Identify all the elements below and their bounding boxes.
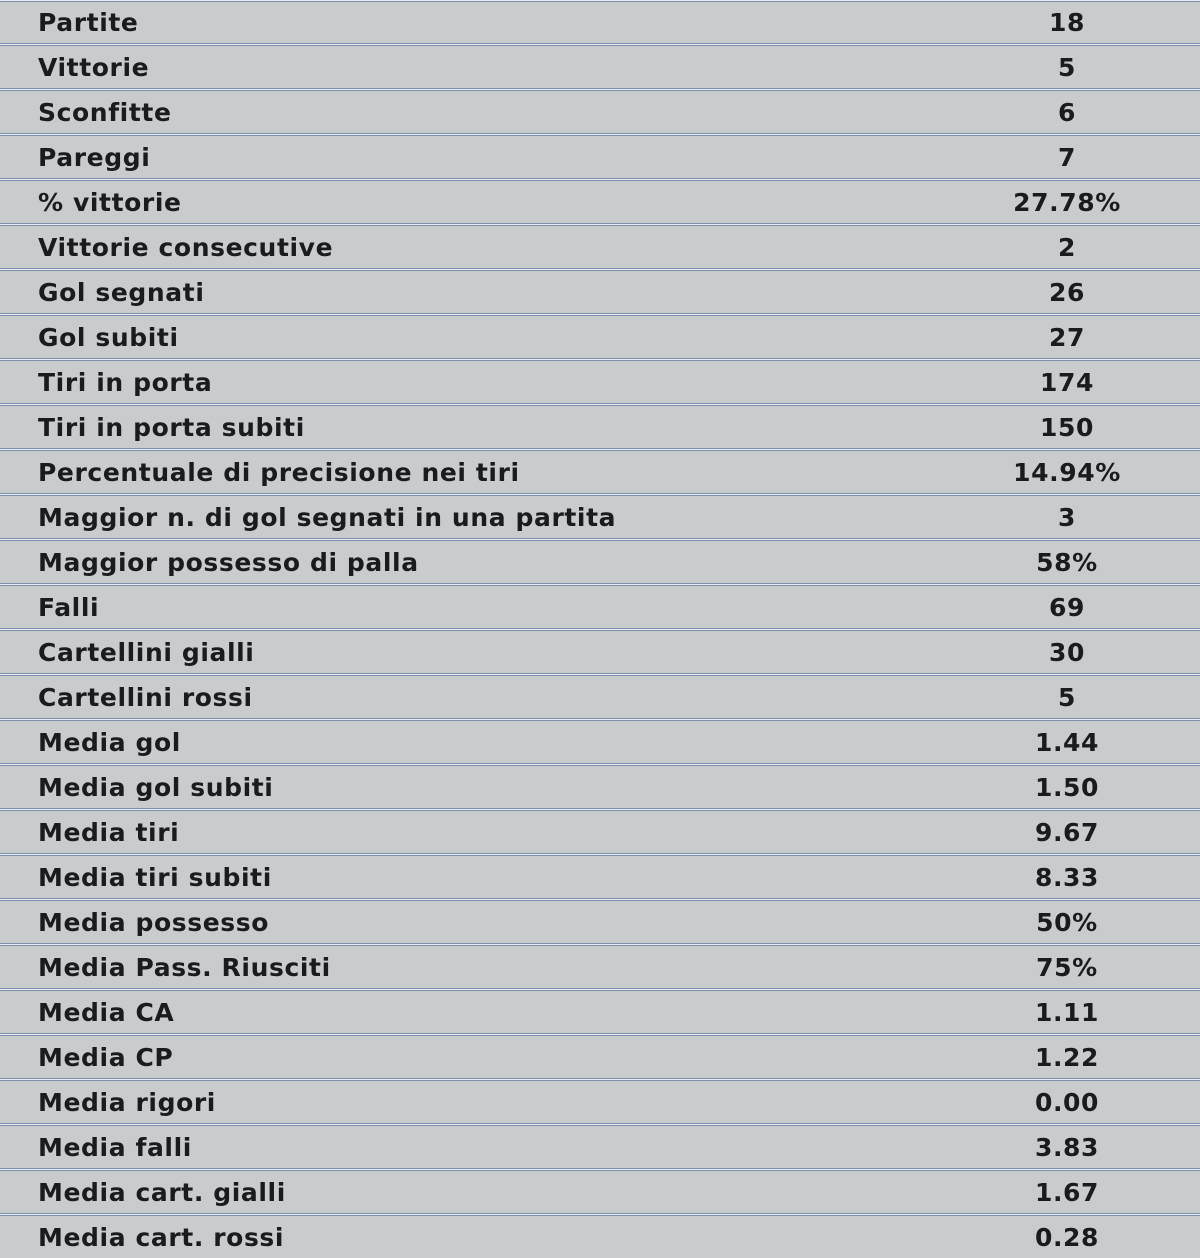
- stat-row: [0, 541, 1200, 583]
- stat-row: [0, 316, 1200, 358]
- stat-row: [0, 46, 1200, 88]
- stat-value: 2: [1058, 232, 1076, 262]
- stat-label: Media Pass. Riusciti: [38, 952, 331, 982]
- stat-value: 1.22: [1034, 1042, 1100, 1072]
- stat-row: [0, 901, 1200, 943]
- stat-value: 27: [1049, 322, 1085, 352]
- stat-value: 150: [1040, 412, 1094, 442]
- stat-label: Media possesso: [38, 907, 269, 937]
- stat-value: 6: [1058, 97, 1076, 127]
- stat-label: Pareggi: [38, 142, 151, 172]
- stat-label: Falli: [38, 592, 100, 622]
- stat-row: [0, 631, 1200, 673]
- stat-value: 3.83: [1034, 1132, 1100, 1162]
- stat-label: Cartellini rossi: [38, 682, 253, 712]
- stat-label: Maggior n. di gol segnati in una partita: [38, 502, 617, 532]
- stat-label: Tiri in porta subiti: [38, 412, 305, 442]
- stat-row: [0, 1036, 1200, 1078]
- stat-label: Media rigori: [38, 1087, 216, 1117]
- stat-row: [0, 496, 1200, 538]
- stat-value: 174: [1040, 367, 1094, 397]
- stat-value: 50%: [1036, 907, 1098, 937]
- stat-value: 7: [1058, 142, 1076, 172]
- stat-label: Maggior possesso di palla: [38, 547, 419, 577]
- stat-value: 26: [1049, 277, 1085, 307]
- stat-label: Media CP: [38, 1042, 174, 1072]
- stat-label: Vittorie: [38, 52, 150, 82]
- stat-row: [0, 991, 1200, 1033]
- stat-label: Media CA: [38, 997, 175, 1027]
- stat-row: [0, 586, 1200, 628]
- stat-row: [0, 406, 1200, 448]
- stat-label: Tiri in porta: [38, 367, 213, 397]
- stat-row: [0, 1126, 1200, 1168]
- stat-label: Sconfitte: [38, 97, 172, 127]
- stat-value: 1.11: [1034, 997, 1100, 1027]
- stat-label: Media gol subiti: [38, 772, 274, 802]
- stat-value: 5: [1058, 52, 1076, 82]
- stat-label: Partite: [38, 7, 139, 37]
- stat-value: 0.00: [1034, 1087, 1100, 1117]
- stat-label: Percentuale di precisione nei tiri: [38, 457, 520, 487]
- stat-value: 18: [1049, 7, 1085, 37]
- stat-row: [0, 271, 1200, 313]
- stat-label: Vittorie consecutive: [38, 232, 334, 262]
- stat-value: 9.67: [1034, 817, 1100, 847]
- stat-value: 8.33: [1034, 862, 1100, 892]
- stat-row: [0, 1216, 1200, 1258]
- stat-value: 3: [1058, 502, 1076, 532]
- stat-label: % vittorie: [38, 187, 182, 217]
- stat-label: Media gol: [38, 727, 181, 757]
- stat-value: 27.78%: [1013, 187, 1121, 217]
- stat-row: [0, 721, 1200, 763]
- stat-label: Cartellini gialli: [38, 637, 255, 667]
- stat-label: Gol segnati: [38, 277, 205, 307]
- stat-label: Media tiri subiti: [38, 862, 272, 892]
- stat-value: 69: [1049, 592, 1085, 622]
- stat-label: Media tiri: [38, 817, 180, 847]
- stat-label: Media cart. gialli: [38, 1177, 286, 1207]
- stat-label: Gol subiti: [38, 322, 179, 352]
- stat-value: 1.67: [1034, 1177, 1100, 1207]
- stat-value: 1.44: [1034, 727, 1100, 757]
- stat-row: [0, 1171, 1200, 1213]
- stat-row: [0, 451, 1200, 493]
- stat-row: [0, 766, 1200, 808]
- stat-label: Media falli: [38, 1132, 192, 1162]
- stat-label: Media cart. rossi: [38, 1222, 285, 1252]
- stat-value: 0.28: [1034, 1222, 1100, 1252]
- stat-value: 14.94%: [1013, 457, 1121, 487]
- stat-row: [0, 1, 1200, 43]
- stat-value: 58%: [1036, 547, 1098, 577]
- stat-row: [0, 1081, 1200, 1123]
- stat-row: [0, 361, 1200, 403]
- stat-value: 30: [1049, 637, 1085, 667]
- stat-row: [0, 136, 1200, 178]
- stat-value: 75%: [1036, 952, 1098, 982]
- stat-row: [0, 226, 1200, 268]
- stat-row: [0, 181, 1200, 223]
- stat-value: 5: [1058, 682, 1076, 712]
- stat-row: [0, 91, 1200, 133]
- stat-value: 1.50: [1034, 772, 1100, 802]
- stat-row: [0, 811, 1200, 853]
- stat-row: [0, 946, 1200, 988]
- stat-row: [0, 676, 1200, 718]
- stat-row: [0, 856, 1200, 898]
